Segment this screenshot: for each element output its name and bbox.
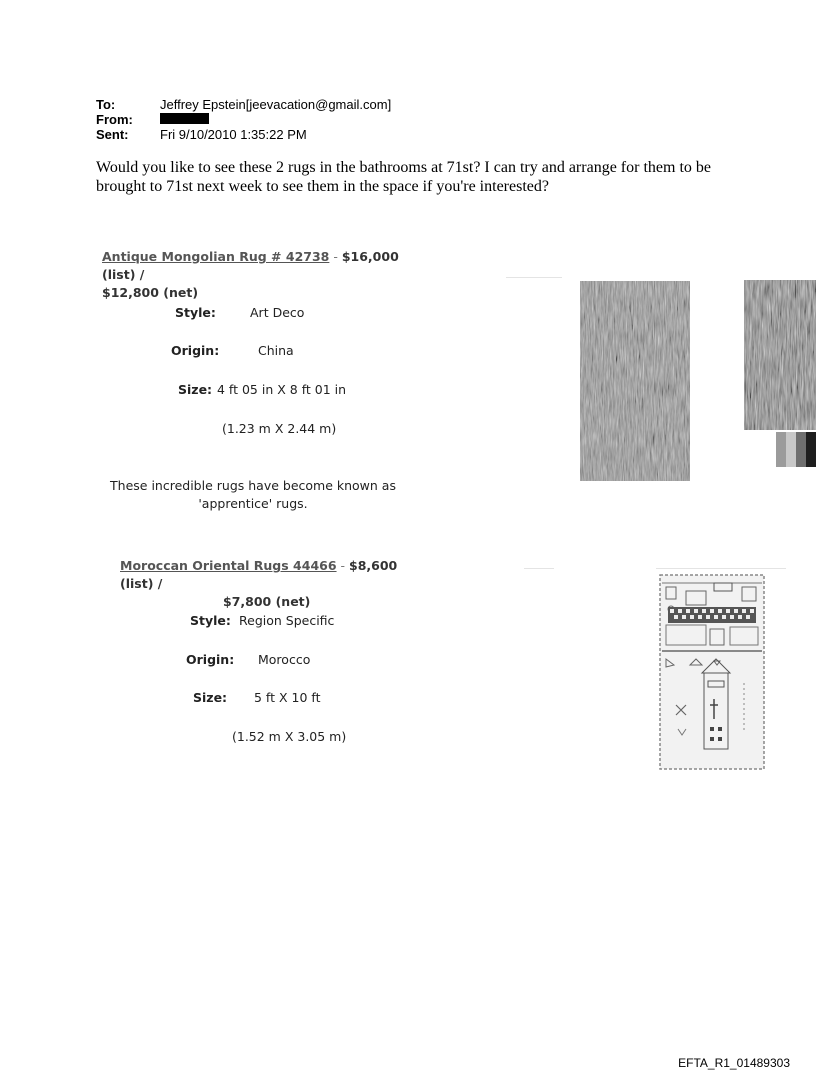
sent-value: Fri 9/10/2010 1:35:22 PM	[160, 127, 307, 142]
rug1-note-line1: These incredible rugs have become known as	[110, 478, 396, 493]
rug2-image	[658, 573, 766, 771]
divider-line-2	[524, 568, 554, 569]
document-id: EFTA_R1_01489303	[678, 1056, 790, 1070]
rug2-link[interactable]: Moroccan Oriental Rugs 44466	[120, 558, 337, 573]
rug2-size-value: 5 ft X 10 ft	[254, 690, 321, 705]
rug2-size-label: Size:	[193, 690, 228, 705]
rug2-style-label: Style:	[190, 613, 231, 628]
sent-label: Sent:	[96, 127, 129, 142]
rug1-size-label: Size:	[178, 382, 213, 397]
rug2-metric-text: (1.52 m X 3.05 m)	[232, 729, 347, 744]
rug1-image	[580, 281, 690, 481]
rug1-price-net: $12,800 (net)	[102, 285, 199, 300]
rug2-price-net: $7,800 (net)	[223, 594, 311, 609]
rug1-link[interactable]: Antique Mongolian Rug # 42738	[102, 249, 330, 264]
rug2-style-value: Region Specific	[239, 613, 335, 628]
rug1-style-label: Style:	[175, 305, 216, 320]
from-label: From:	[96, 112, 133, 127]
divider-line-3	[656, 568, 786, 569]
rug1-style-value: Art Deco	[250, 305, 305, 320]
to-label: To:	[96, 97, 116, 112]
email-body: Would you like to see these 2 rugs in the bathrooms at 71st? I can try and arrange for them to be brought to 71st next week to see them in the space if you're interested?	[96, 159, 711, 195]
rug2-metric	[232, 729, 346, 744]
rug1-metric-text: (1.23 m X 2.44 m)	[222, 421, 337, 436]
rug2-origin-label: Origin:	[186, 652, 235, 667]
rug1-size-value: 4 ft 05 in X 8 ft 01 in	[217, 382, 347, 397]
rug1-note-line2: 'apprentice' rugs.	[198, 496, 308, 511]
rug1-origin-label: Origin:	[171, 343, 220, 358]
rug2-price-list: $8,600 (list) /	[120, 558, 398, 591]
rug1-price-list: $16,000 (list) /	[102, 249, 399, 282]
rug1-title	[102, 248, 422, 302]
color-swatch-strip	[776, 432, 816, 467]
rug2-separator: -	[336, 558, 350, 573]
divider-line	[506, 277, 562, 278]
rug1-detail-image	[744, 280, 816, 430]
rug1-metric	[222, 421, 336, 436]
rug2-origin-value: Morocco	[258, 652, 311, 667]
rug1-note	[108, 477, 398, 513]
rug2-title	[120, 557, 420, 611]
rug1-separator: -	[329, 249, 342, 264]
to-value: Jeffrey Epstein[jeevacation@gmail.com]	[160, 97, 392, 112]
rug1-origin-value: China	[258, 343, 294, 358]
redaction-bar	[160, 113, 209, 124]
